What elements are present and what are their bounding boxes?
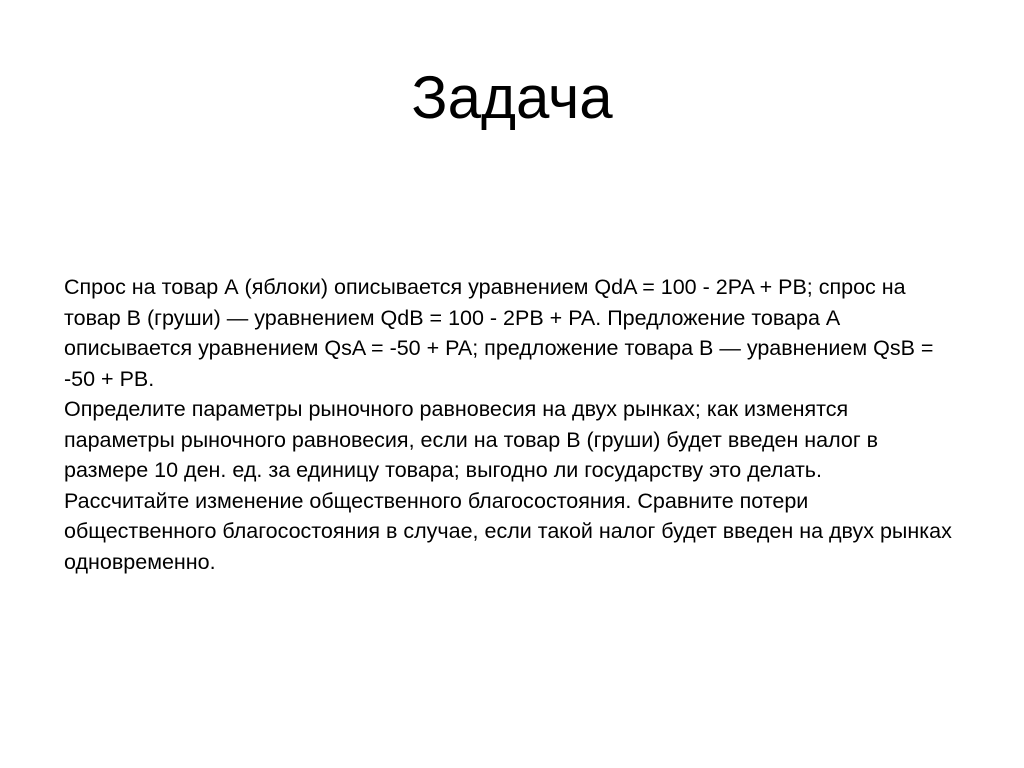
slide-title: Задача [411, 64, 613, 131]
paragraph-problem-conditions: Спрос на товар А (яблоки) описывается уравнением QdA = 100 - 2PA + PB; спрос на товар В (груши) — уравнением QdB = 100 - 2PB + PA. Предложение товара А описывается уравнением QsA = -50 + PA; предложение товара В — уравнением QsB = -50 + PB. [64, 275, 934, 391]
paragraph-task-welfare: Рассчитайте изменение общественного благосостояния. Сравните потери общественного благосостояния в случае, если такой налог будет введен на двух рынках одновременно. [64, 488, 952, 574]
slide-body [64, 272, 964, 577]
paragraph-task-equilibrium: Определите параметры рыночного равновесия на двух рынках; как изменятся параметры рыночного равновесия, если на товар В (груши) будет введен налог в размере 10 ден. ед. за единицу товара; выгодно ли государству это делать. [64, 397, 879, 482]
